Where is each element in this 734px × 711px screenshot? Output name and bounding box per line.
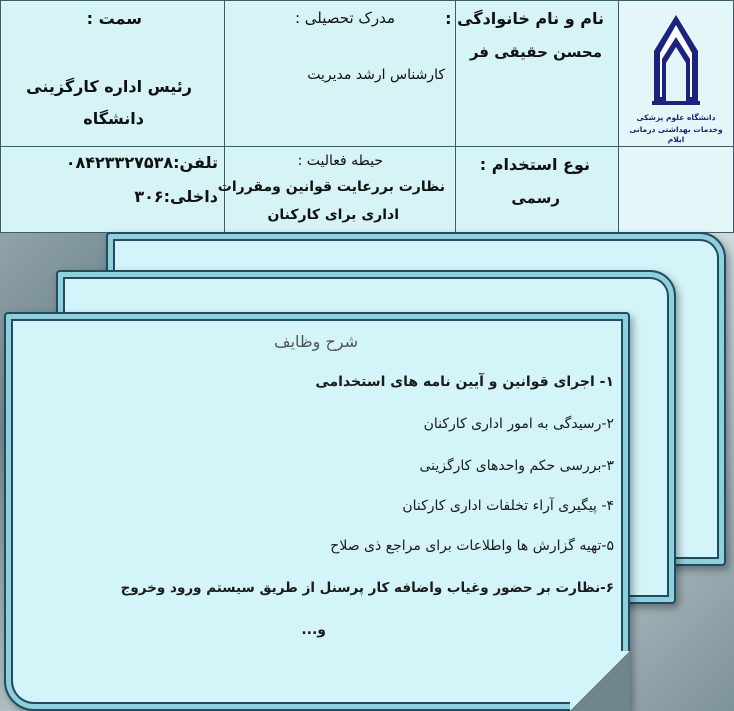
duty-item-1: ۱- اجرای قوانین و آیین نامه های استخدامی xyxy=(315,374,614,390)
position-value-line1: رئیس اداره کارگزینی xyxy=(26,77,192,96)
university-emblem-icon xyxy=(648,11,704,107)
phone-value: ۰۸۴۲۳۳۲۷۵۳۸ xyxy=(65,153,174,172)
phone-label: تلفن: xyxy=(173,153,218,172)
position-value-line2: دانشگاه xyxy=(83,109,144,128)
duty-item-4: ۴- پیگیری آراء تخلفات اداری کارکنان xyxy=(402,498,614,514)
education-label: مدرک تحصیلی : xyxy=(294,9,395,27)
extension-line xyxy=(134,187,218,206)
duties-content xyxy=(4,312,626,707)
activity-value-line2: اداری برای کارکنان xyxy=(267,207,399,223)
extension-label: داخلی: xyxy=(163,187,218,206)
education-cell xyxy=(225,1,456,147)
duty-item-2: ۲-رسیدگی به امور اداری کارکنان xyxy=(423,416,614,432)
position-label: سمت : xyxy=(86,9,142,28)
duty-item-3: ۳-بررسی حکم واحدهای کارگزینی xyxy=(419,458,614,474)
education-value: کارشناس ارشد مدیریت xyxy=(307,67,445,83)
employment-value: رسمی xyxy=(511,189,560,207)
activity-label: حیطه فعالیت : xyxy=(297,153,383,169)
extension-value: ۳۰۶ xyxy=(134,187,164,206)
duty-item-etc: و... xyxy=(301,622,326,638)
employment-label: نوع استخدام : xyxy=(479,155,590,174)
name-label: نام و نام خانوادگی : xyxy=(445,9,604,28)
employment-cell xyxy=(456,147,619,233)
contact-cell xyxy=(1,147,225,233)
name-value: محسن حقیقی فر xyxy=(469,43,602,61)
empty-cell xyxy=(619,147,734,233)
logo-cell xyxy=(619,1,734,147)
university-logo xyxy=(627,11,725,144)
logo-caption-line2: وخدمات بهداشتی درمانی ایلام xyxy=(629,125,723,144)
phone-line xyxy=(66,153,218,172)
name-cell xyxy=(445,1,619,147)
activity-value-line1: نظارت بررعایت قوانین ومقررات xyxy=(217,179,445,195)
activity-cell xyxy=(217,147,456,233)
duty-item-6: ۶-نظارت بر حضور وغیاب واضافه کار پرسنل از طریق سیستم ورود وخروج xyxy=(120,580,614,596)
logo-caption-line1: دانشگاه علوم پزشکی xyxy=(636,113,716,122)
employee-info-table xyxy=(0,0,734,233)
position-cell xyxy=(1,1,225,147)
duty-item-5: ۵-تهیه گزارش ها واطلاعات برای مراجع ذی صلاح xyxy=(330,538,614,554)
duties-title: شرح وظایف xyxy=(274,332,358,351)
